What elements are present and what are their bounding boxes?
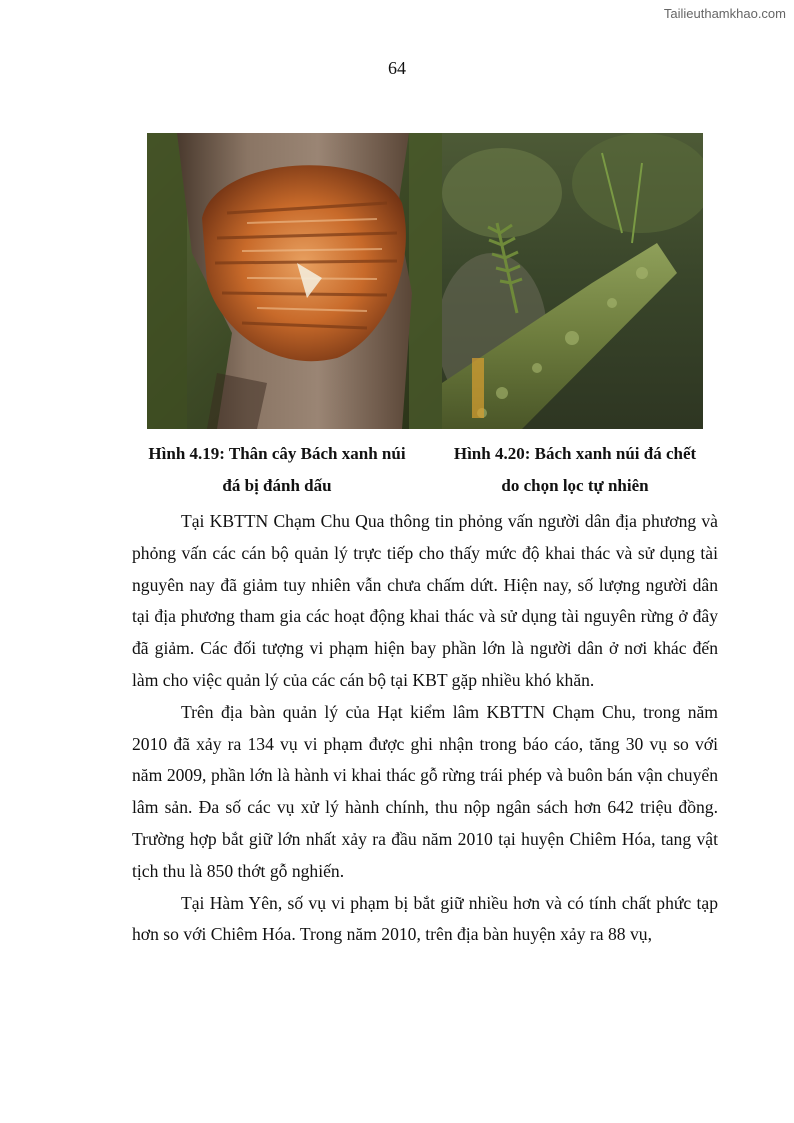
caption-line: Hình 4.20: Bách xanh núi đá chết: [453, 444, 697, 463]
figure-caption-4-19: [128, 438, 426, 502]
paragraph: Tại KBTTN Chạm Chu Qua thông tin phỏng vấn người dân địa phương và phỏng vấn các cán bộ quản lý trực tiếp cho thấy mức độ khai thác và sử dụng tài nguyên nay đã giảm tuy nhiên vẫn chưa chấm dứt. Hiện nay, số lượng người dân tại địa phương tham gia các hoạt động khai thác và sử dụng tài nguyên rừng ở đây đã giảm. Các đối tượng vi phạm hiện bay phần lớn là người dân ở nơi khác đến làm cho việc quản lý của các cán bộ tại KBT gặp nhiều khó khăn.: [132, 511, 718, 690]
photo-tree-trunk-marked: [147, 133, 442, 429]
caption-line: đá bị đánh dấu: [222, 476, 332, 495]
caption-line: Hình 4.19: Thân cây Bách xanh núi: [148, 444, 406, 463]
paragraph: Tại Hàm Yên, số vụ vi phạm bị bắt giữ nhiều hơn và có tính chất phức tạp hơn so với Chiêm Hóa. Trong năm 2010, trên địa bàn huyện xảy ra 88 vụ,: [132, 892, 718, 945]
body-text: [132, 506, 718, 951]
page-number: 64: [388, 58, 406, 78]
figure-caption-4-20: [434, 438, 716, 502]
caption-line: do chọn lọc tự nhiên: [501, 476, 649, 495]
photo-fallen-dead-tree: [442, 133, 703, 429]
watermark: Tailieuthamkhao.com: [663, 6, 786, 21]
paragraph: Trên địa bàn quản lý của Hạt kiểm lâm KBTTN Chạm Chu, trong năm 2010 đã xảy ra 134 vụ vi phạm được ghi nhận trong báo cáo, tăng 30 vụ so với năm 2009, phần lớn là hành vi khai thác gỗ rừng trái phép và buôn bán vận chuyển lâm sản. Đa số các vụ xử lý hành chính, thu nộp ngân sách hơn 642 triệu đồng. Trường hợp bắt giữ lớn nhất xảy ra đầu năm 2010 tại huyện Chiêm Hóa, tang vật tịch thu là 850 thớt gỗ nghiến.: [132, 701, 718, 881]
